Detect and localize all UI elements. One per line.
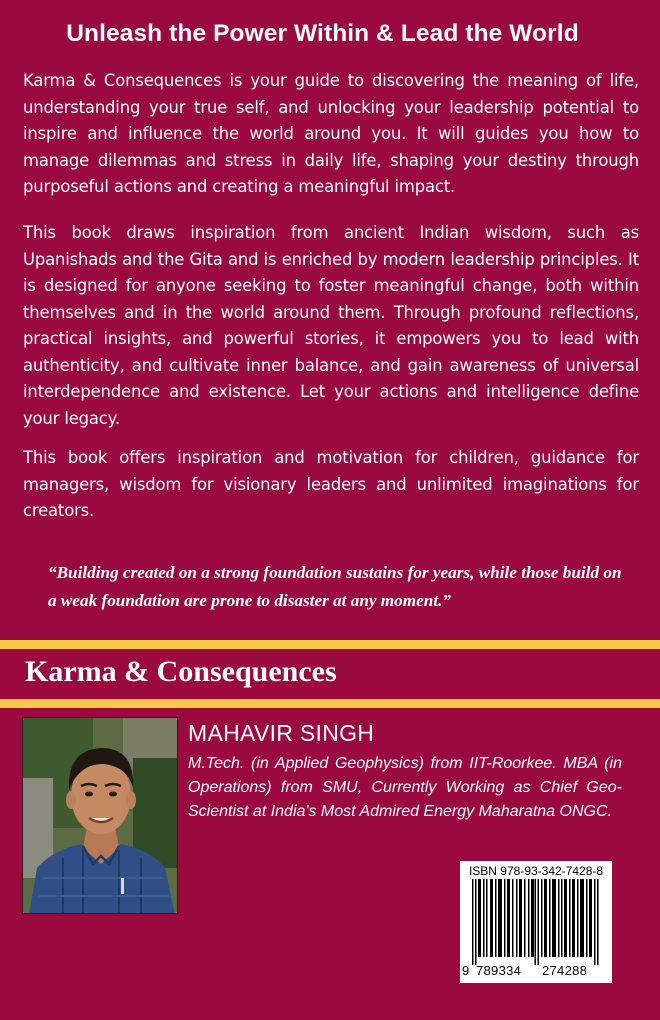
isbn-first-digit: 9 [462, 963, 470, 978]
barcode-bars [468, 879, 604, 965]
author-name: MAHAVIR SINGH [188, 720, 375, 746]
pull-quote: “Building created on a strong foundation sustains for years, while those build on a weak foundation are prone to disaster at any moment.” [48, 563, 622, 610]
title-band-top [0, 640, 660, 649]
isbn-barcode [460, 861, 612, 983]
isbn-group-1: 789334 [476, 963, 522, 978]
book-title: Karma & Consequences [25, 655, 337, 688]
back-cover-headline: Unleash the Power Within & Lead the World [66, 20, 579, 47]
title-band-bottom [0, 699, 660, 708]
description-paragraph-3: This book offers inspiration and motivation for children, guidance for managers, wisdom for visionary leaders and unlimited imaginations for creators. [23, 448, 639, 520]
description-paragraph-1: Karma & Consequences is your guide to discovering the meaning of life, understanding your true self, and unlocking your leadership potential to inspire and influence the world around you. It will guides you how to manage dilemmas and stress in daily life, shaping your destiny through purposeful actions and creating a meaningful impact. [23, 71, 639, 196]
isbn-group-2: 274288 [542, 963, 588, 978]
isbn-label: ISBN 978-93-342-7428-8 [468, 864, 604, 878]
description-paragraph-2: This book draws inspiration from ancient Indian wisdom, such as Upanishads and the Gita and is enriched by modern leadership principles. It is designed for anyone seeking to foster meaningful change, both within themselves and in the world around them. Through profound reflections, practical insights, and powerful stories, it empowers you to lead with authenticity, and cultivate inner balance, and gain awareness of universal interdependence and existence. Let your actions and intelligence define your legacy. [23, 223, 639, 428]
author-photo [22, 717, 178, 914]
author-bio: M.Tech. (in Applied Geophysics) from IIT-Roorkee. MBA (in Operations) from SMU, Currently Working as Chief Geo-Scientist at India's Most Admired Energy Maharatna ONGC. [188, 755, 622, 820]
